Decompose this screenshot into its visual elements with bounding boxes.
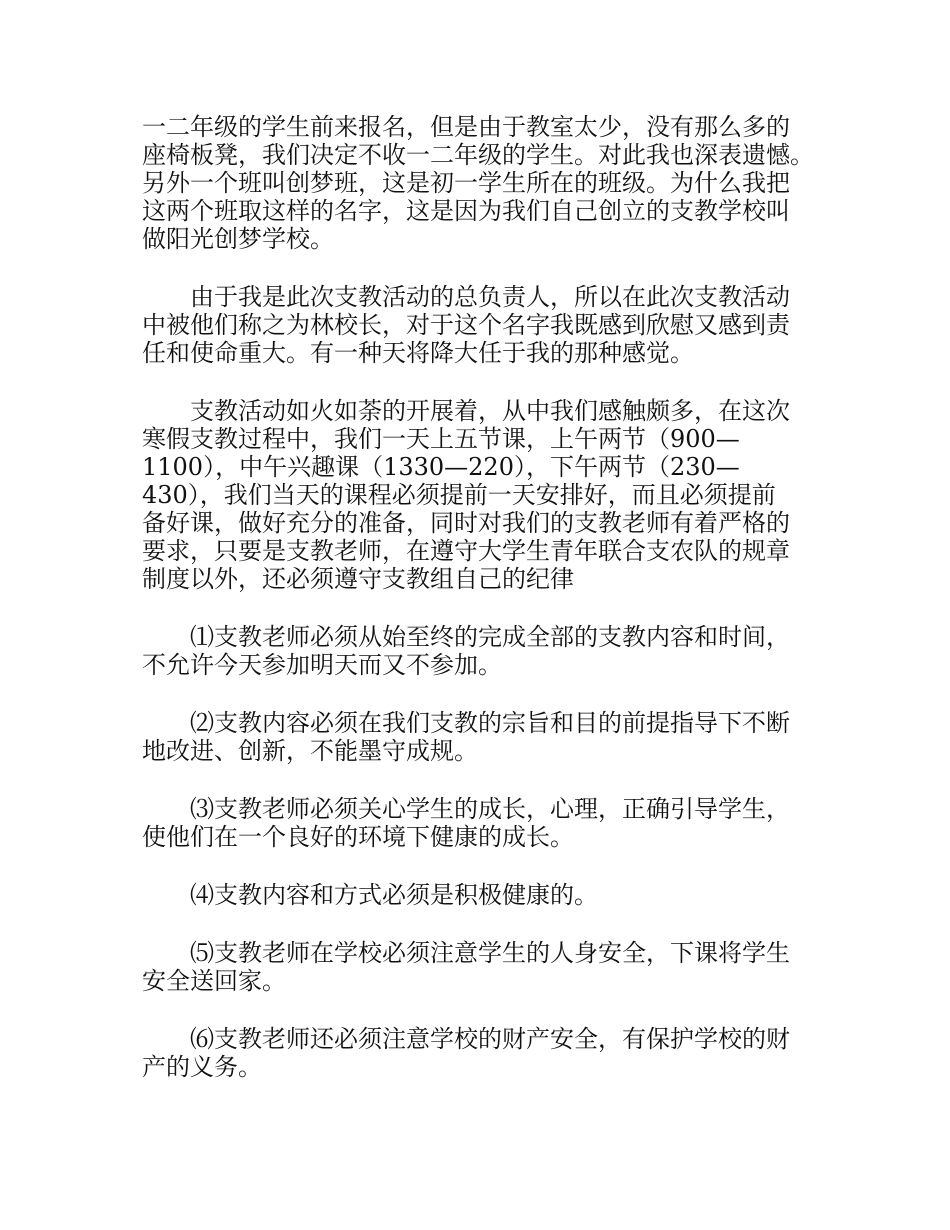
document-body [142, 113, 822, 1111]
rule-6 [142, 1025, 822, 1081]
paragraph-2 [142, 283, 822, 367]
text-line-content: ⑹支教老师还必须注意学校的财产安全，有保护学校的财 [190, 1025, 790, 1053]
text-line [142, 881, 822, 909]
text-line [142, 283, 822, 311]
text-line-content: ⑵支教内容必须在我们支教的宗旨和目的前提指导下不断 [190, 709, 790, 737]
text-line: 一二年级的学生前来报名，但是由于教室太少，没有那么多的 [142, 113, 790, 141]
text-line: 这两个班取这样的名字，这是因为我们自己创立的支教学校叫 [142, 197, 790, 225]
text-line: 座椅板凳，我们决定不收一二年级的学生。对此我也深表遗憾。 [142, 141, 814, 169]
text-line-content: 支教活动如火如荼的开展着，从中我们感触颇多，在这次 [190, 397, 790, 425]
text-line [142, 709, 822, 737]
text-line [142, 795, 822, 823]
text-line [142, 1025, 822, 1053]
text-line: 中被他们称之为林校长，对于这个名字我既感到欣慰又感到责 [142, 311, 790, 339]
rule-5 [142, 939, 822, 995]
text-line: 制度以外，还必须遵守支教组自己的纪律 [142, 565, 574, 593]
text-line: 地改进、创新，不能墨守成规。 [142, 737, 478, 765]
paragraph-3 [142, 397, 822, 593]
text-line: 做阳光创梦学校。 [142, 225, 334, 253]
paragraph-1 [142, 113, 822, 253]
text-line: 备好课，做好充分的准备，同时对我们的支教老师有着严格的 [142, 509, 790, 537]
rule-3 [142, 795, 822, 851]
text-line-content: ⑷支教内容和方式必须是积极健康的。 [190, 881, 598, 909]
text-line-content: ⑶支教老师必须关心学生的成长，心理，正确引导学生， [190, 795, 790, 823]
text-line: 另外一个班叫创梦班，这是初一学生所在的班级。为什么我把 [142, 169, 790, 197]
text-line: 产的义务。 [142, 1053, 262, 1081]
text-line [142, 397, 822, 425]
text-line: 要求，只要是支教老师，在遵守大学生青年联合支农队的规章 [142, 537, 790, 565]
rule-1 [142, 623, 822, 679]
text-line-content: ⑸支教老师在学校必须注意学生的人身安全，下课将学生 [190, 939, 790, 967]
text-line: 任和使命重大。有一种天将降大任于我的那种感觉。 [142, 339, 694, 367]
text-line: 430），我们当天的课程必须提前一天安排好，而且必须提前 [142, 481, 776, 509]
text-line: 1100），中午兴趣课（1330—220），下午两节（230— [142, 453, 740, 481]
text-line-content: 由于我是此次支教活动的总负责人，所以在此次支教活动 [190, 283, 790, 311]
text-line: 不允许今天参加明天而又不参加。 [142, 651, 502, 679]
text-line [142, 939, 822, 967]
rule-2 [142, 709, 822, 765]
text-line [142, 623, 822, 651]
text-line: 寒假支教过程中，我们一天上五节课，上午两节（900— [142, 425, 740, 453]
rule-4 [142, 881, 822, 909]
text-line-content: ⑴支教老师必须从始至终的完成全部的支教内容和时间， [190, 623, 790, 651]
text-line: 使他们在一个良好的环境下健康的成长。 [142, 823, 574, 851]
text-line: 安全送回家。 [142, 967, 286, 995]
